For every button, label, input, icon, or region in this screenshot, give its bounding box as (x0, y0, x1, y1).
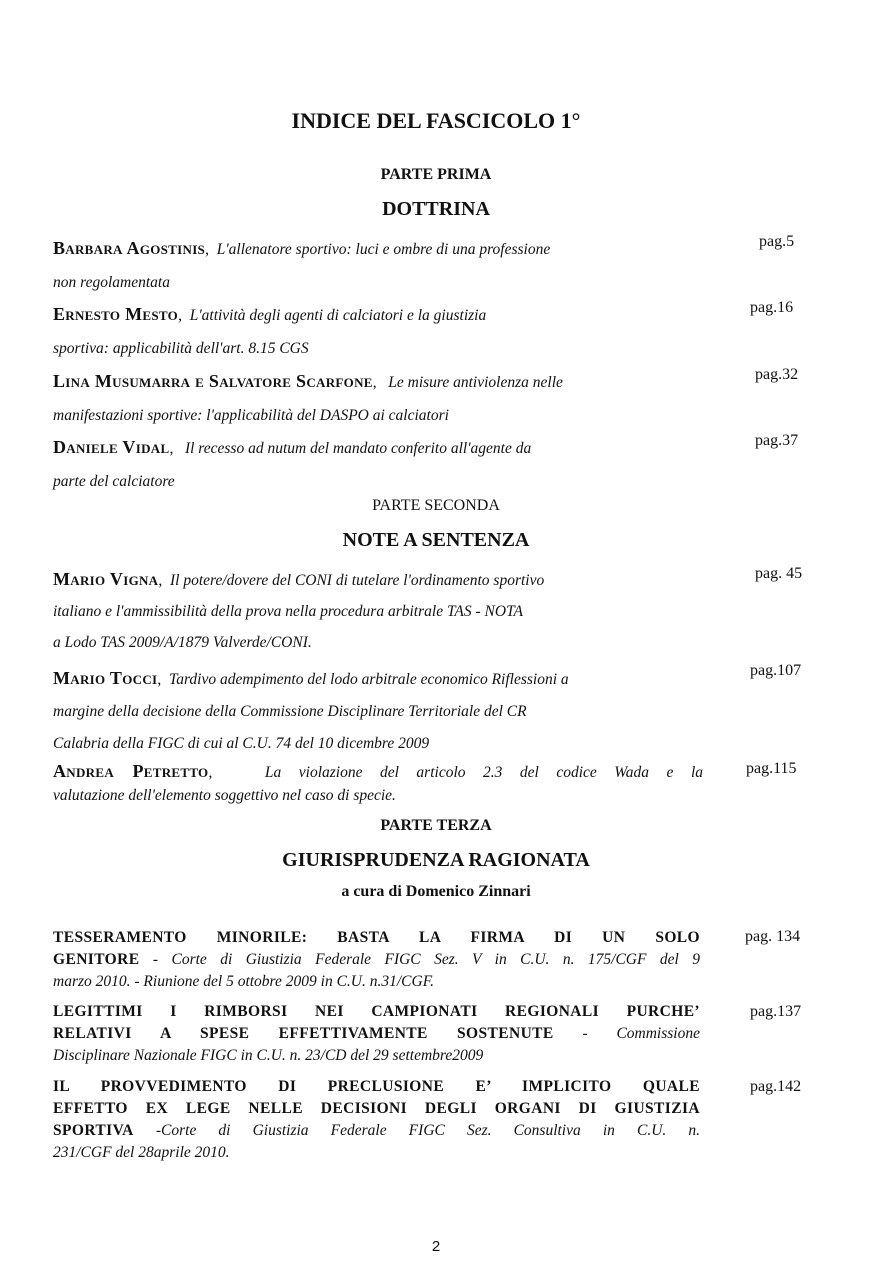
article-title: Il recesso ad nutum del mandato conferito all'agente da (184, 440, 532, 457)
part-label: PARTE TERZA (380, 817, 492, 834)
author-name: Daniele Vidal (53, 437, 170, 457)
case-entry (53, 1076, 700, 1164)
author-name: Ernesto Mesto (53, 304, 179, 324)
author-name: Lina Musumarra e Salvatore Scarfone (53, 371, 373, 391)
article-title: Le misure antiviolenza nelle (388, 374, 563, 391)
article-title: a Lodo TAS 2009/A/1879 Valverde/CONI. (53, 634, 312, 651)
section-title: DOTTRINA (382, 198, 490, 220)
page-reference: pag.142 (750, 1078, 802, 1095)
case-title: IL PROVVEDIMENTO DI PRECLUSIONE E’ IMPLICITO QUALE (53, 1078, 700, 1095)
article-title: non regolamentata (53, 274, 170, 291)
page-reference: pag.5 (759, 233, 795, 250)
article-title: manifestazioni sportive: l'applicabilità del DASPO ai calciatori (53, 407, 449, 424)
article-title: L'attività degli agenti di calciatori e la giustizia (189, 307, 487, 324)
curator-line: a cura di Domenico Zinnari (341, 883, 531, 900)
page-reference: pag.16 (750, 299, 794, 316)
page-reference: pag.115 (746, 760, 797, 777)
case-detail: marzo 2010. - Riunione del 5 ottobre 2009 in C.U. n.31/CGF. (53, 973, 435, 990)
toc-entry: Mario Tocci, Tardivo adempimento del lodo arbitrale economico Riflessioni a margine della decisione della Commissione Disciplinare Territoriale del CR Calabria della FIGC di cui al C.U. 74 del 10 dicembre 2009 (53, 662, 673, 760)
case-title: TESSERAMENTO MINORILE: BASTA LA FIRMA DI UN SOLO (53, 929, 700, 946)
article-title: La violazione del articolo 2.3 del codice Wada e la (264, 764, 704, 781)
author-name: Andrea Petretto (53, 761, 209, 781)
toc-entry: Lina Musumarra e Salvatore Scarfone, Le misure antiviolenza nelle manifestazioni sportive: l'applicabilità del DASPO ai calciatori (53, 365, 658, 432)
case-title: EFFETTO EX LEGE NELLE DECISIONI DEGLI ORGANI DI GIUSTIZIA (53, 1100, 700, 1117)
article-title: Tardivo adempimento del lodo arbitrale economico Riflessioni a (169, 671, 569, 688)
case-detail: - Corte di Giustizia Federale FIGC Sez. V in C.U. n. 175/CGF del 9 (139, 951, 700, 968)
part-label: PARTE PRIMA (380, 166, 492, 183)
article-title: Calabria della FIGC di cui al C.U. 74 del 10 dicembre 2009 (53, 735, 430, 752)
article-title: sportiva: applicabilità dell'art. 8.15 CGS (53, 340, 309, 357)
page-reference: pag.37 (755, 432, 799, 449)
page-reference: pag.137 (750, 1003, 802, 1020)
section-title: NOTE A SENTENZA (342, 529, 530, 551)
toc-entry: Ernesto Mesto, L'attività degli agenti di calciatori e la giustizia sportiva: applicabilità dell'art. 8.15 CGS (53, 298, 658, 365)
case-title: SPORTIVA (53, 1122, 134, 1139)
toc-entry: Daniele Vidal, Il recesso ad nutum del mandato conferito all'agente da parte del calciatore (53, 431, 658, 498)
case-detail: 231/CGF del 28aprile 2010. (53, 1144, 230, 1161)
toc-entry: Barbara Agostinis, L'allenatore sportivo: luci e ombre di una professione non regolamentata (53, 232, 658, 299)
page-number: 2 (431, 1238, 441, 1255)
article-title: italiano e l'ammissibilità della prova nella procedura arbitrale TAS - NOTA (53, 603, 524, 620)
case-detail: -Corte di Giustizia Federale FIGC Sez. Consultiva in C.U. n. (133, 1122, 700, 1139)
case-title: GENITORE (53, 951, 140, 968)
case-detail: - Commissione (553, 1025, 700, 1042)
author-name: Mario Tocci (53, 668, 158, 688)
page-title: INDICE DEL FASCICOLO 1° (291, 108, 581, 133)
article-title: margine della decisione della Commissione Disciplinare Territoriale del CR (53, 703, 527, 720)
article-title: parte del calciatore (53, 473, 175, 490)
page-reference: pag. 134 (745, 928, 801, 945)
article-title: Il potere/dovere del CONI di tutelare l'ordinamento sportivo (169, 572, 545, 589)
section-title: GIURISPRUDENZA RAGIONATA (282, 849, 590, 871)
page-reference: pag.107 (750, 662, 802, 679)
case-title: RELATIVI A SPESE EFFETTIVAMENTE SOSTENUTE (53, 1025, 554, 1042)
article-title: L'allenatore sportivo: luci e ombre di una professione (216, 241, 551, 258)
page-reference: pag.32 (755, 366, 799, 383)
case-entry (53, 1001, 700, 1067)
part-label: PARTE SECONDA (372, 497, 500, 514)
case-entry (53, 927, 700, 993)
case-detail: Disciplinare Nazionale FIGC in C.U. n. 23/CD del 29 settembre2009 (53, 1047, 484, 1064)
article-title: valutazione dell'elemento soggettivo nel caso di specie. (53, 787, 396, 804)
case-title: LEGITTIMI I RIMBORSI NEI CAMPIONATI REGIONALI PURCHE’ (53, 1003, 700, 1020)
page-reference: pag. 45 (755, 565, 803, 582)
author-name: Mario Vigna (53, 569, 159, 589)
toc-entry: Mario Vigna, Il potere/dovere del CONI di tutelare l'ordinamento sportivo italiano e l'ammissibilità della prova nella procedura arbitrale TAS - NOTA a Lodo TAS 2009/A/1879 Valverde/CONI. (53, 564, 673, 658)
toc-entry: Andrea Petretto, La violazione del articolo 2.3 del codice Wada e la valutazione dell'elemento soggettivo nel caso di specie. (53, 760, 703, 807)
author-name: Barbara Agostinis (53, 238, 206, 258)
